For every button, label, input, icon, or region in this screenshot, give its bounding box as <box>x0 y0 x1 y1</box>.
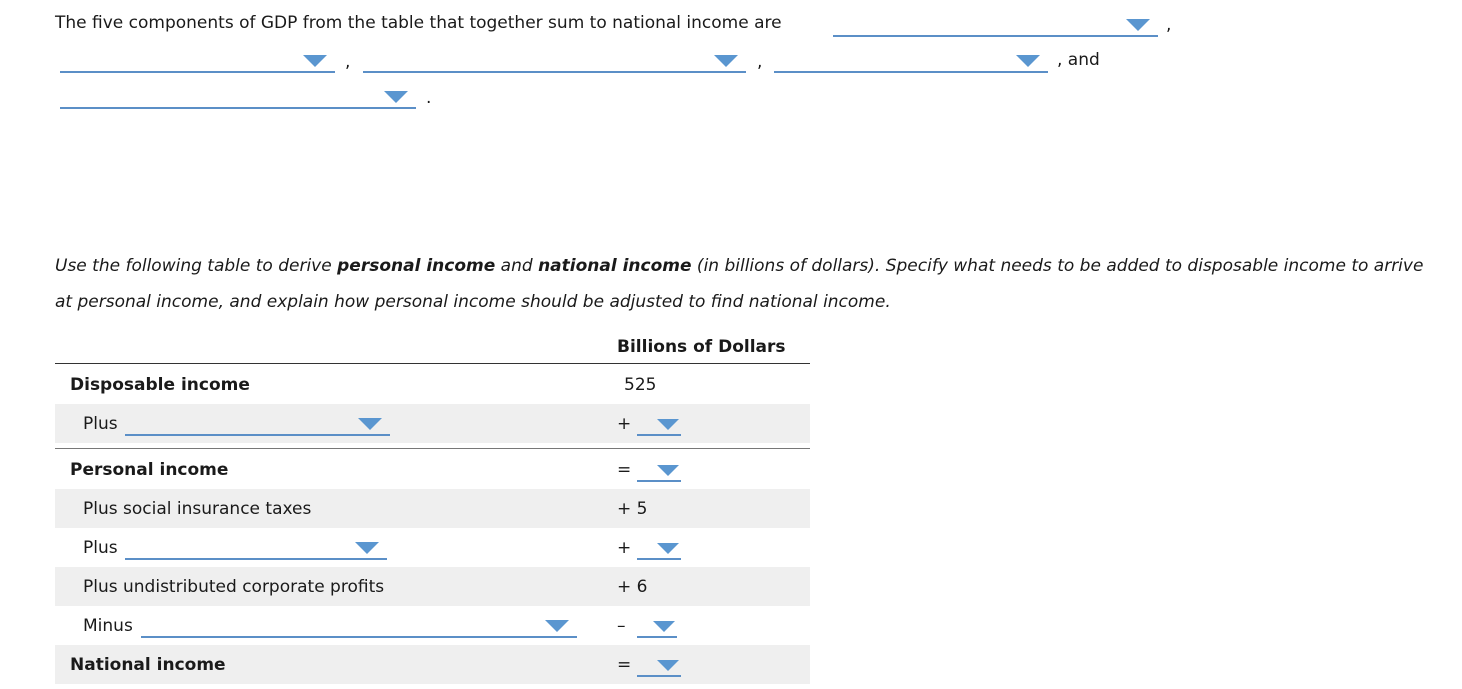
row-label: Plus <box>83 414 118 434</box>
dropdown-underline <box>833 35 1158 37</box>
row-operator: = <box>617 655 632 675</box>
dropdown-underline <box>60 107 416 109</box>
table-row-plus-1 <box>55 404 810 443</box>
plus-value-dropdown-2[interactable] <box>637 534 681 560</box>
chevron-down-icon <box>1126 19 1150 31</box>
period: . <box>426 88 432 108</box>
plus-item-dropdown-2[interactable] <box>125 534 387 560</box>
plus-value-dropdown-1[interactable] <box>637 410 681 436</box>
chevron-down-icon <box>355 542 379 554</box>
chevron-down-icon <box>657 419 679 430</box>
row-operator: – <box>617 616 626 636</box>
table-row-personal-income <box>55 450 810 489</box>
dropdown-underline <box>125 558 387 560</box>
chevron-down-icon <box>1016 55 1040 67</box>
personal-income-value-dropdown[interactable] <box>637 456 681 482</box>
row-value: 525 <box>624 375 657 395</box>
row-label: Minus <box>83 616 133 636</box>
table-row-plus-2 <box>55 528 810 567</box>
intro-text: and <box>495 256 539 276</box>
gdp-component-dropdown-2[interactable] <box>60 47 335 73</box>
instructions-paragraph <box>55 248 1435 320</box>
row-operator: + <box>617 538 632 558</box>
row-label: National income <box>70 655 226 675</box>
row-label: Plus <box>83 538 118 558</box>
gdp-component-dropdown-1[interactable] <box>833 11 1158 37</box>
dropdown-underline <box>637 434 681 436</box>
gdp-component-dropdown-4[interactable] <box>774 47 1048 73</box>
chevron-down-icon <box>714 55 738 67</box>
row-label: Personal income <box>70 460 229 480</box>
row-operator: + <box>617 414 632 434</box>
dropdown-underline <box>363 71 746 73</box>
dropdown-underline <box>60 71 335 73</box>
chevron-down-icon <box>303 55 327 67</box>
dropdown-underline <box>637 636 677 638</box>
intro-text: (in billions of dollars). Specify what needs to be added to disposable income to arrive at personal income, and explain how personal income should be adjusted to find national income. <box>55 256 1424 312</box>
dropdown-underline <box>637 558 681 560</box>
table-row-national-income <box>55 645 810 684</box>
minus-item-dropdown[interactable] <box>141 612 577 638</box>
chevron-down-icon <box>657 465 679 476</box>
subtotal-rule <box>55 448 810 449</box>
row-label: Disposable income <box>70 375 250 395</box>
chevron-down-icon <box>358 418 382 430</box>
chevron-down-icon <box>653 621 675 632</box>
table-column-header: Billions of Dollars <box>617 337 786 357</box>
separator-comma: , <box>1166 15 1172 35</box>
intro-bold-national-income: national income <box>538 256 692 276</box>
dropdown-underline <box>637 480 681 482</box>
question-lead-text: The five components of GDP from the table that together sum to national income are <box>55 13 782 33</box>
chevron-down-icon <box>384 91 408 103</box>
separator-comma: , <box>345 52 351 72</box>
intro-bold-personal-income: personal income <box>337 256 496 276</box>
row-value: + 6 <box>617 577 648 597</box>
row-value: + 5 <box>617 499 648 519</box>
dropdown-underline <box>141 636 577 638</box>
table-row-undistributed-profits <box>55 567 810 606</box>
dropdown-underline <box>125 434 390 436</box>
row-label: Plus undistributed corporate profits <box>83 577 385 597</box>
table-row-social-insurance-taxes <box>55 489 810 528</box>
dropdown-underline <box>774 71 1048 73</box>
chevron-down-icon <box>545 620 569 632</box>
national-income-value-dropdown[interactable] <box>637 651 681 677</box>
row-label: Plus social insurance taxes <box>83 499 312 519</box>
table-row-disposable-income <box>55 365 810 404</box>
intro-text: Use the following table to derive <box>55 256 338 276</box>
gdp-component-dropdown-5[interactable] <box>60 83 416 109</box>
separator-comma: , <box>757 52 763 72</box>
plus-item-dropdown-1[interactable] <box>125 410 390 436</box>
minus-value-dropdown[interactable] <box>637 612 677 638</box>
and-text: , and <box>1057 50 1100 70</box>
chevron-down-icon <box>657 660 679 671</box>
dropdown-underline <box>637 675 681 677</box>
row-operator: = <box>617 460 632 480</box>
table-row-minus <box>55 606 810 645</box>
chevron-down-icon <box>657 543 679 554</box>
table-top-rule <box>55 363 810 364</box>
gdp-component-dropdown-3[interactable] <box>363 47 746 73</box>
